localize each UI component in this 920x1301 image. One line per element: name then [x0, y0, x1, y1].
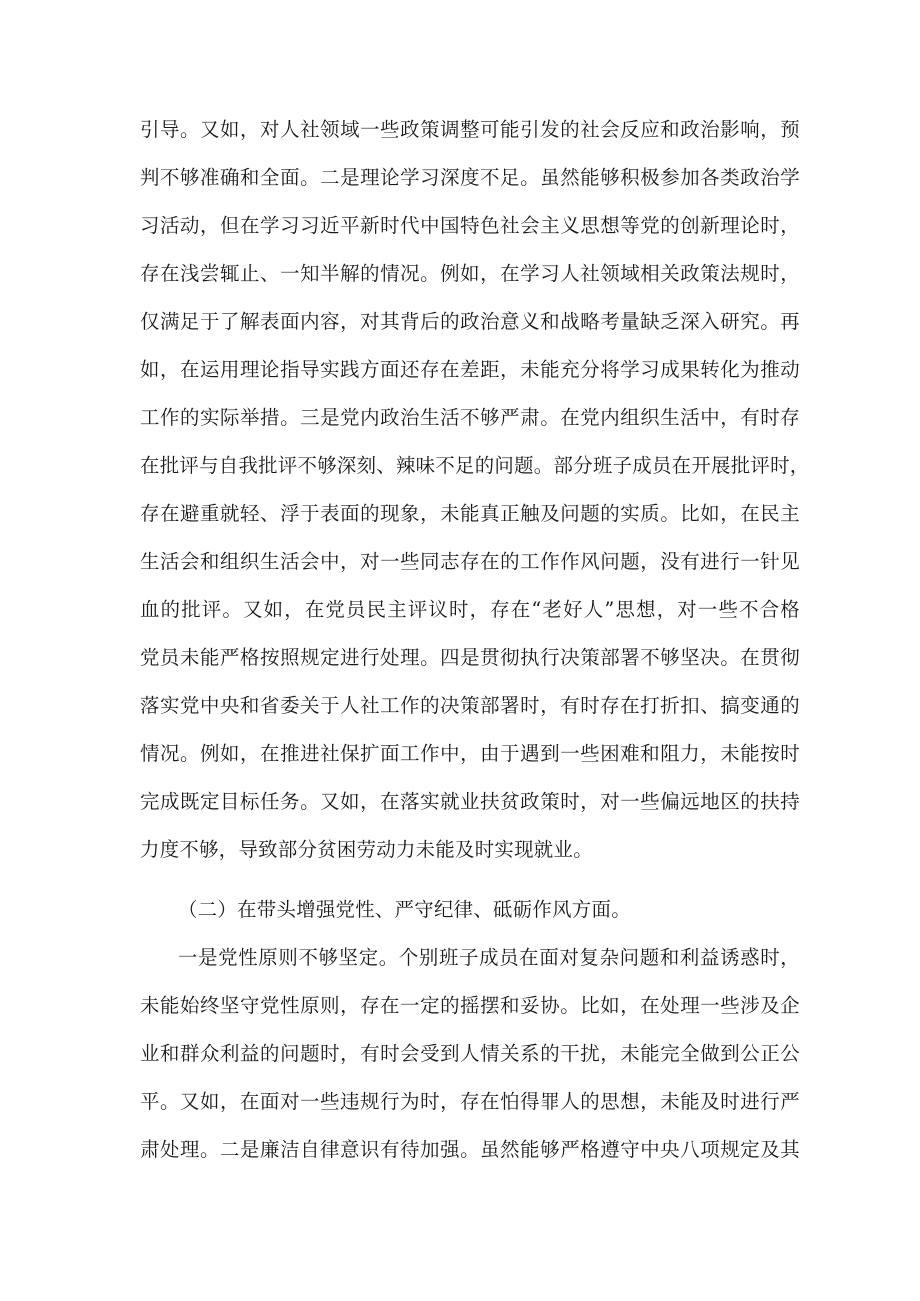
paragraph-line: 一是党性原则不够坚定。个别班子成员在面对复杂问题和利益诱惑时，	[178, 946, 800, 969]
paragraph-line: 存在浅尝辄止、一知半解的情况。例如，在学习人社领域相关政策法规时，	[140, 262, 800, 285]
paragraph-line: 引导。又如，对人社领域一些政策调整可能引发的社会反应和政治影响，预	[140, 118, 800, 141]
paragraph-line: 业和群众利益的问题时，有时会受到人情关系的干扰，未能完全做到公正公	[140, 1042, 800, 1065]
paragraph-line: 习活动，但在学习习近平新时代中国特色社会主义思想等党的创新理论时，	[140, 214, 800, 237]
paragraph-line: 完成既定目标任务。又如，在落实就业扶贫政策时，对一些偏远地区的扶持	[140, 790, 800, 813]
paragraph-line: 存在避重就轻、浮于表面的现象，未能真正触及问题的实质。比如，在民主	[140, 502, 800, 525]
paragraph-line: 力度不够，导致部分贫困劳动力未能及时实现就业。	[140, 838, 593, 861]
paragraph-line: 党员未能严格按照规定进行处理。四是贯彻执行决策部署不够坚决。在贯彻	[140, 646, 800, 669]
paragraph-line: 落实党中央和省委关于人社工作的决策部署时，有时存在打折扣、搞变通的	[140, 694, 800, 717]
paragraph-line: 血的批评。又如，在党员民主评议时，存在“老好人”思想，对一些不合格	[140, 598, 800, 621]
paragraph-line: 仅满足于了解表面内容，对其背后的政治意义和战略考量缺乏深入研究。再	[140, 310, 800, 333]
paragraph-line: 在批评与自我批评不够深刻、辣味不足的问题。部分班子成员在开展批评时，	[140, 454, 810, 477]
paragraph-line: 判不够准确和全面。二是理论学习深度不足。虽然能够积极参加各类政治学	[140, 166, 800, 189]
paragraph-line: 平。又如，在面对一些违规行为时，存在怕得罪人的思想，未能及时进行严	[140, 1090, 800, 1113]
section-heading: （二）在带头增强党性、严守纪律、砥砺作风方面。	[178, 898, 631, 921]
paragraph-line: 生活会和组织生活会中，对一些同志存在的工作作风问题，没有进行一针见	[140, 550, 800, 573]
paragraph-line: 情况。例如，在推进社保扩面工作中，由于遇到一些困难和阻力，未能按时	[140, 742, 800, 765]
paragraph-line: 未能始终坚守党性原则，存在一定的摇摆和妥协。比如，在处理一些涉及企	[140, 994, 800, 1017]
paragraph-line: 肃处理。二是廉洁自律意识有待加强。虽然能够严格遵守中央八项规定及其	[140, 1138, 800, 1161]
paragraph-line: 如，在运用理论指导实践方面还存在差距，未能充分将学习成果转化为推动	[140, 358, 800, 381]
paragraph-line: 工作的实际举措。三是党内政治生活不够严肃。在党内组织生活中，有时存	[140, 406, 800, 429]
